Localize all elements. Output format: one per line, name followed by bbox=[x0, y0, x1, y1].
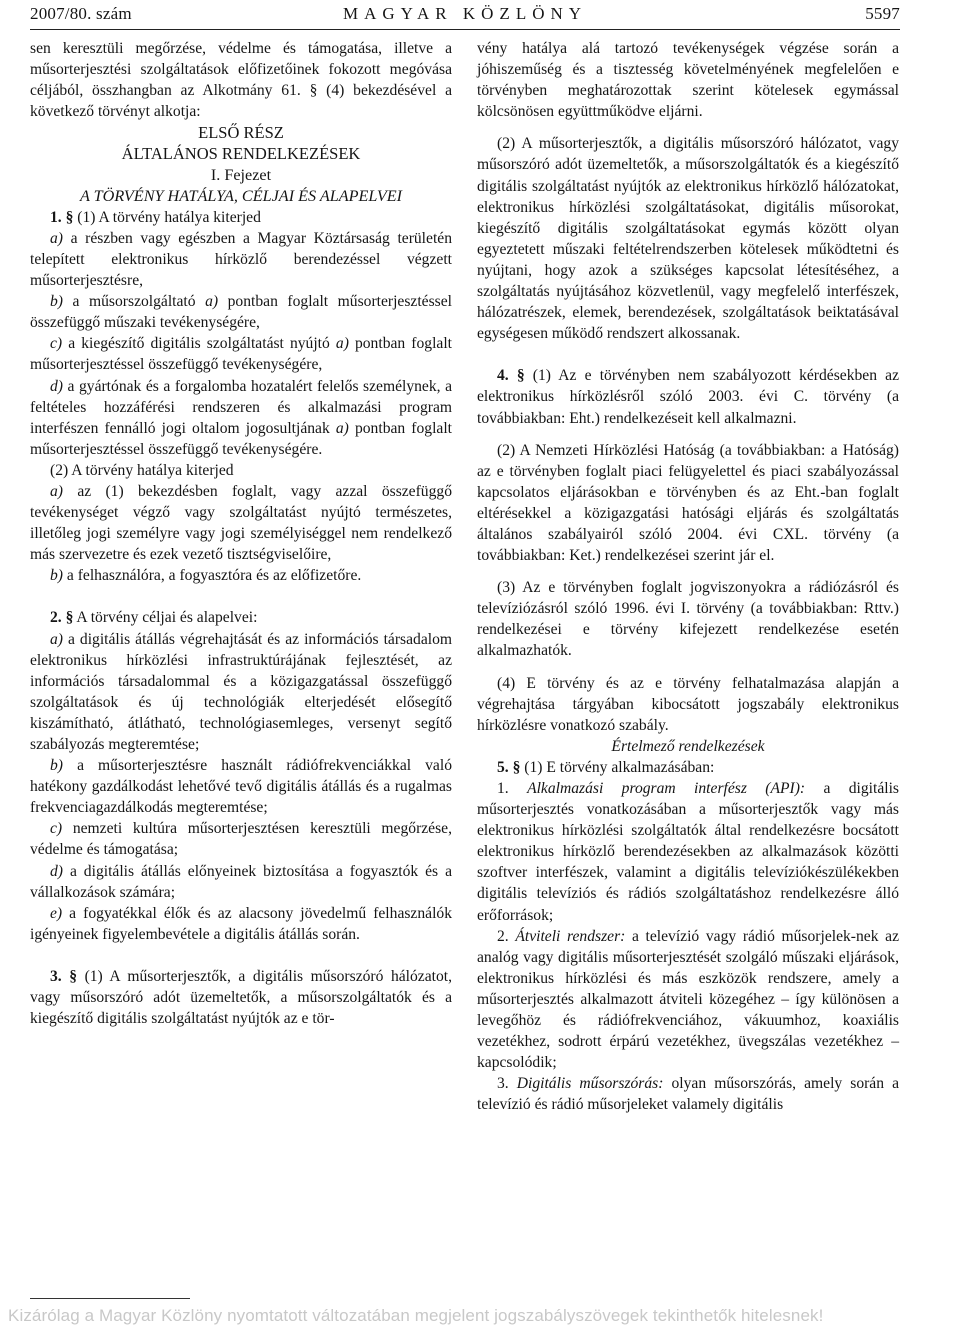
list-item: c) nemzeti kultúra műsorterjesztésen keresztüli megőrzése, védelme és támogatása; bbox=[30, 820, 452, 859]
section-1-lead: 1. § (1) A törvény hatálya kiterjed bbox=[50, 208, 261, 226]
definition-item: 1. Alkalmazási program interfész (API): a digitális műsorterjesztés vonatkozásában a műsorterjesztők vagy más elektronikus hírközlési szolgáltatók által rendelkezésre bocsátott elektronikus hírközlő berendezésekben az alkalmazások közötti szoftver interfészek, valamint a digitális televíziókészülékekben digitális televíziós és rádiós szolgáltatáshoz rendelkezésre álló erőforrások; bbox=[477, 780, 900, 924]
section-4-paragraph-3: (3) Az e törvényben foglalt jogviszonyokra a rádiózásról és televíziózásról szóló 1996. évi I. törvény (a továbbiakban: Rttv.) rendelkezései e törvény kifejezett rendelkezése esetén alkalmazhatók. bbox=[477, 579, 899, 660]
definition-item: 2. Átviteli rendszer: a televízió vagy rádió műsorjelek-nek az analóg vagy digitális műsorterjesztését szolgáló műszaki eljárások, elektronikus hírközlési és más eszközök rendszere, amely a műsorterjesztés alkalmazott átviteli közegéhez – így különösen a levegőhöz és rádiófrekvenciához, vákuumhoz, koaxiális vezetékhez, sodrott érpárú vezetékhez, üvegszálas vezetékhez – kapcsolódik; bbox=[477, 927, 899, 1072]
chapter-heading: I. Fejezet bbox=[210, 165, 272, 184]
section-heading: Értelmező rendelkezések bbox=[611, 737, 765, 755]
section-number: 1. § bbox=[50, 208, 74, 226]
intro-paragraph: sen keresztüli megőrzése, védelme és támogatása, illetve a műsorterjesztési szolgáltatások előfizetőinek fokozott megóvása céljából, összhangban az Alkotmány 61. § (4) bekezdésével a következő törvényt alkotja: bbox=[30, 40, 452, 121]
section-3-paragraph-2: (2) A műsorterjesztők, a digitális műsorszóró hálózatot, vagy műsorszóró adót üzemeltetők, a műsorszolgáltatók és a kiegészítő digitális szolgáltatást nyújtók az elektronikus hírközlő hálózatokat, elektronikus hírközlési szolgáltatásokat, digitális műsorokat, kiegészítő digitális szolgáltatásokat egymás között olyan egyeztetett műszaki feltételrendszerben kötelesek működtetni és nyújtani, hogy azok a szükséges kapcsolat létesítéséhez, a szolgáltatás nyújtásához közvetlenül, vagy megfelelő interfészek, hálózatrészek, elemek, berendezések, szolgáltatások beiktatásával egységesen működő rendszert alkossanak. bbox=[477, 135, 899, 343]
page-header bbox=[30, 4, 900, 26]
list-item: d) a gyártónak és a forgalomba hozatalért felelős személynek, a feltételes hozzáférési rendszeren és alkalmazási program interfészen fennálló jogi oltalom jogosultjának a) pontban foglalt műsorterjesztéssel összefüggő tevékenységére. bbox=[30, 377, 452, 458]
list-item: b) a műsorszolgáltató a) pontban foglalt műsorterjesztéssel összefüggő műszaki tevékenységére, bbox=[30, 293, 452, 332]
right-column bbox=[477, 38, 899, 1116]
chapter-title: A TÖRVÉNY HATÁLYA, CÉLJAI ÉS ALAPELVEI bbox=[79, 186, 402, 205]
list-item: a) a részben vagy egészben a Magyar Köztársaság területén telepített elektronikus hírközlő berendezéssel végzett műsorterjesztésre, bbox=[30, 229, 452, 290]
page-number: 5597 bbox=[865, 4, 900, 23]
left-column bbox=[30, 38, 452, 1029]
section-4-paragraph-2: (2) A Nemzeti Hírközlési Hatóság (a továbbiakban: a Hatóság) az e törvényben foglalt piaci felügyelettel és piaci szabályozással kapcsolatos eljárásokban e törvényben és az Eht.-ban foglalt eltérésekkel a közigazgatási hatósági eljárás és szolgáltatás általános szabályairól szóló 2004. évi CXL. törvény (a továbbiakban: Ket.) rendelkezései szerint jár el. bbox=[477, 441, 899, 565]
section-number: 4. § bbox=[497, 367, 525, 385]
header-rule bbox=[30, 29, 900, 30]
list-item: b) a felhasználóra, a fogyasztóra és az előfizetőre. bbox=[50, 567, 362, 585]
part-title: ÁLTALÁNOS RENDELKEZÉSEK bbox=[121, 144, 361, 164]
section-number: 2. § bbox=[50, 609, 74, 627]
section-4-paragraph-1: 4. § (1) Az e törvényben nem szabályozott kérdésekben az elektronikus hírközlésről szóló 2003. évi C. törvény (a továbbiakban: Eht.) rendelkezéseit kell alkalmazni. bbox=[477, 367, 900, 427]
section-5-lead: 5. § (1) E törvény alkalmazásában: bbox=[497, 758, 715, 776]
section-3-lead: 3. § (1) A műsorterjesztők, a digitális műsorszóró hálózatot, vagy műsorszóró adót üzemeltetők, a műsorszolgáltatók és a kiegészítő digitális szolgáltatást nyújtók az e tör- bbox=[30, 967, 452, 1028]
list-item: a) a digitális átállás végrehajtását és az információs társadalom elektronikus hírközlési infrastruktúrájának fejlesztését, az információs társadalommal és a közigazgatással összefüggő szolgáltatások és új technológiák elterjedését elősegítő kiszámítható, átlátható, technológiasemleges, versenyt segítő szabályozás megteremtése; bbox=[30, 630, 452, 753]
footer-rule bbox=[30, 1298, 190, 1299]
section-2-lead: 2. § A törvény céljai és alapelvei: bbox=[50, 609, 258, 627]
definition-item: 3. Digitális műsorszórás: olyan műsorszórás, amely során a televízió és rádió műsorjeleket valamely digitális bbox=[477, 1075, 899, 1114]
list-item: e) a fogyatékkal élők és az alacsony jövedelmű felhasználók igényeinek figyelembevétele a digitális átállás során. bbox=[30, 904, 452, 943]
section-4-paragraph-4: (4) E törvény és az e törvény felhatalmazása alapján a végrehajtása tárgyában kibocsátott jogszabály elektronikus hírközlésre vonatkozó szabály. bbox=[477, 674, 899, 734]
journal-title: MAGYAR KÖZLÖNY bbox=[342, 4, 588, 23]
issue-number: 2007/80. szám bbox=[30, 4, 132, 23]
section-number: 5. § bbox=[497, 758, 521, 776]
list-item: a) az (1) bekezdésben foglalt, vagy azzal összefüggő tevékenységet végző vagy szolgáltatást nyújtó természetes, illetőleg jogi személyre vagy jogi személyiséggel nem rendelkező más szervezetre és ezek vezető tisztségviselőire, bbox=[30, 482, 452, 564]
part-heading: ELSŐ RÉSZ bbox=[198, 123, 284, 143]
list-item: b) a műsorterjesztésre használt rádiófrekvenciákkal való hatékony gazdálkodást lehetővé tevő digitális átállás és a rugalmas frekvenciagazdálkodás megteremtése; bbox=[30, 757, 452, 817]
list-item: d) a digitális átállás előnyeinek biztosítása a fogyasztók és a vállalkozások számára; bbox=[30, 862, 452, 901]
section-1-paragraph-2: (2) A törvény hatálya kiterjed bbox=[50, 461, 234, 479]
continued-paragraph: vény hatálya alá tartozó tevékenységek végzése során a jóhiszeműség és a tisztesség követelményének megfelelően e törvényben meghatározottak szerint kötelesek egymással kölcsönösen együttműködve eljárni. bbox=[477, 40, 899, 121]
list-item: c) a kiegészítő digitális szolgáltatást nyújtó a) pontban foglalt műsorterjesztéssel összefüggő tevékenységére, bbox=[30, 335, 452, 374]
authenticity-notice: Kizárólag a Magyar Közlöny nyomtatott változatában megjelent jogszabályszövegek tekinthetők hitelesnek! bbox=[8, 1306, 824, 1325]
section-number: 3. § bbox=[50, 967, 78, 985]
